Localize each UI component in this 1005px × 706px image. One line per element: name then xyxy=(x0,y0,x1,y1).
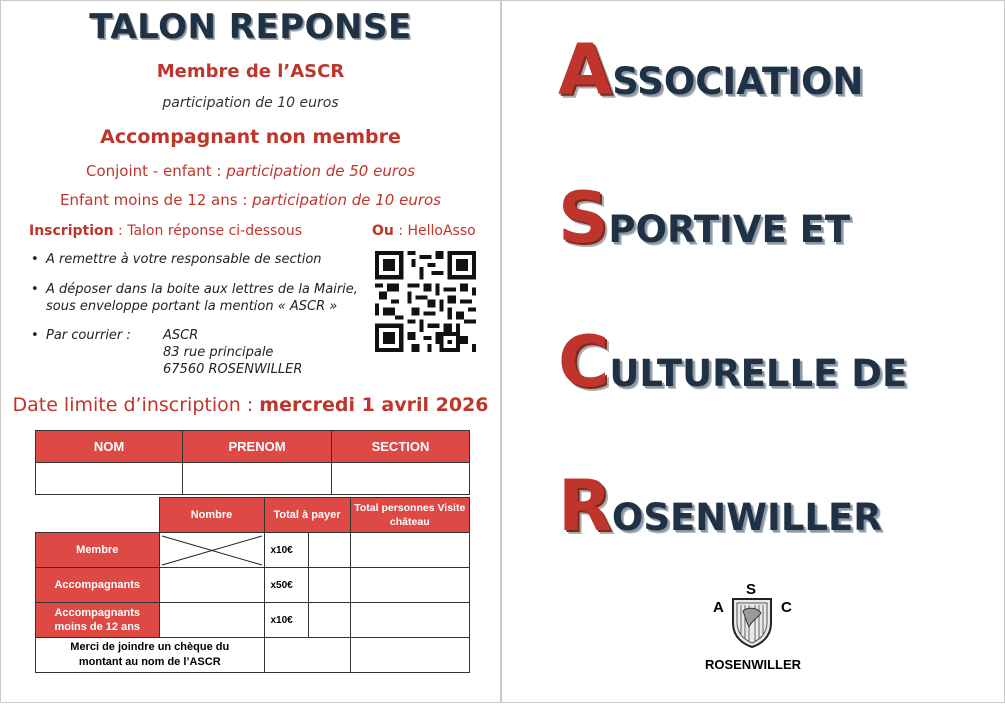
cover-line-rosenwiller xyxy=(558,465,882,547)
member-heading: Membre de l’ASCR xyxy=(156,61,345,82)
prenom-field[interactable] xyxy=(183,463,332,495)
column-header-nom: NOM xyxy=(36,431,183,463)
postal-address xyxy=(163,327,302,378)
deadline-date: mercredi 1 avril 2026 xyxy=(259,394,489,416)
nombre-accompagnants-12-field[interactable] xyxy=(159,603,264,638)
address-line: 83 rue principale xyxy=(163,345,274,360)
inscription-line xyxy=(29,223,302,239)
row-label-accompagnants-12: Accompagnants moins de 12 ans xyxy=(36,603,160,638)
visit-accompagnants-12-field[interactable] xyxy=(350,603,469,638)
participation-header xyxy=(36,498,470,533)
cheque-note: Merci de joindre un chèque du montant au nom de l’ASCR xyxy=(36,638,265,673)
visit-sum-field[interactable] xyxy=(350,638,469,673)
multiplier-membre: x10€ xyxy=(264,533,308,568)
nombre-accompagnants-field[interactable] xyxy=(159,568,264,603)
slip-title: TALON REPONSE xyxy=(89,7,412,47)
empty-corner xyxy=(36,498,160,533)
name-table xyxy=(35,430,470,495)
child-price: participation de 10 euros xyxy=(252,191,441,209)
helloasso-line xyxy=(372,223,476,239)
ascr-logo xyxy=(698,581,808,677)
table-row xyxy=(36,533,470,568)
cross-icon xyxy=(160,534,264,567)
participation-table xyxy=(35,497,470,673)
table-row xyxy=(36,463,470,495)
name-table-header xyxy=(36,431,470,463)
spouse-price: participation de 50 euros xyxy=(226,162,416,180)
crossed-cell xyxy=(159,533,264,568)
bullet-item-3: • Par courrier : xyxy=(31,327,171,344)
bullet-item-2: • A déposer dans la boite aux lettres de la Mairie, sous enveloppe portant la mention « ASCR » xyxy=(31,281,371,315)
cover-line-sportive xyxy=(558,177,850,259)
shield-icon xyxy=(731,597,773,649)
spouse-line xyxy=(1,162,500,180)
deadline-line xyxy=(1,394,500,416)
column-header-section: SECTION xyxy=(332,431,470,463)
total-accompagnants-field[interactable] xyxy=(308,568,350,603)
member-price: participation de 10 euros xyxy=(162,95,339,111)
cover-line-culturelle xyxy=(558,321,907,403)
column-header-visit: Total personnes Visite château xyxy=(350,498,469,533)
bullet-text: A déposer dans la boite aux lettres de la Mairie, sous enveloppe portant la mention « ASCR » xyxy=(46,282,358,314)
cover-line-association xyxy=(558,29,863,111)
child-label: Enfant moins de 12 ans : xyxy=(60,191,253,209)
cover-initial: A xyxy=(558,29,613,111)
column-header-nombre: Nombre xyxy=(159,498,264,533)
nom-field[interactable] xyxy=(36,463,183,495)
or-label: Ou xyxy=(372,223,394,239)
visit-accompagnants-field[interactable] xyxy=(350,568,469,603)
multiplier-accompagnants: x50€ xyxy=(264,568,308,603)
bullet-text: Par courrier : xyxy=(46,328,131,343)
logo-letter-a: A xyxy=(713,599,724,616)
logo-town-name: ROSENWILLER xyxy=(704,657,802,672)
spouse-label: Conjoint - enfant : xyxy=(85,162,227,180)
inscription-text: : Talon réponse ci-dessous xyxy=(113,223,303,239)
total-membre-field[interactable] xyxy=(308,533,350,568)
cover-word: OSENWILLER xyxy=(611,496,882,539)
total-accompagnants-12-field[interactable] xyxy=(308,603,350,638)
cover-page xyxy=(501,0,1005,703)
response-slip-page xyxy=(0,0,501,703)
cover-word: PORTIVE ET xyxy=(608,208,851,251)
or-text: : HelloAsso xyxy=(393,223,476,239)
total-sum-field[interactable] xyxy=(264,638,350,673)
cover-initial: R xyxy=(558,465,612,547)
deadline-label: Date limite d’inscription : xyxy=(12,394,260,416)
bullet-item-1: • A remettre à votre responsable de section xyxy=(31,251,351,268)
child-line xyxy=(1,191,500,209)
row-label-membre: Membre xyxy=(36,533,160,568)
row-label-accompagnants: Accompagnants xyxy=(36,568,160,603)
column-header-total: Total à payer xyxy=(264,498,350,533)
inscription-label: Inscription xyxy=(29,223,114,239)
section-field[interactable] xyxy=(332,463,470,495)
bullet-text: A remettre à votre responsable de section xyxy=(46,252,322,267)
nonmember-heading: Accompagnant non membre xyxy=(100,126,401,148)
cover-word: ULTURELLE DE xyxy=(609,352,908,395)
visit-membre-field[interactable] xyxy=(350,533,469,568)
address-line: 67560 ROSENWILLER xyxy=(163,362,303,377)
cover-word: SSOCIATION xyxy=(612,60,864,103)
table-row xyxy=(36,568,470,603)
logo-letter-c: C xyxy=(781,599,792,616)
address-line: ASCR xyxy=(163,328,199,343)
column-header-prenom: PRENOM xyxy=(183,431,332,463)
qr-code-image[interactable] xyxy=(375,251,476,352)
table-row xyxy=(36,603,470,638)
cover-initial: S xyxy=(558,177,609,259)
logo-letter-s: S xyxy=(746,581,757,598)
table-row xyxy=(36,638,470,673)
multiplier-accompagnants-12: x10€ xyxy=(264,603,308,638)
cover-initial: C xyxy=(558,321,610,403)
